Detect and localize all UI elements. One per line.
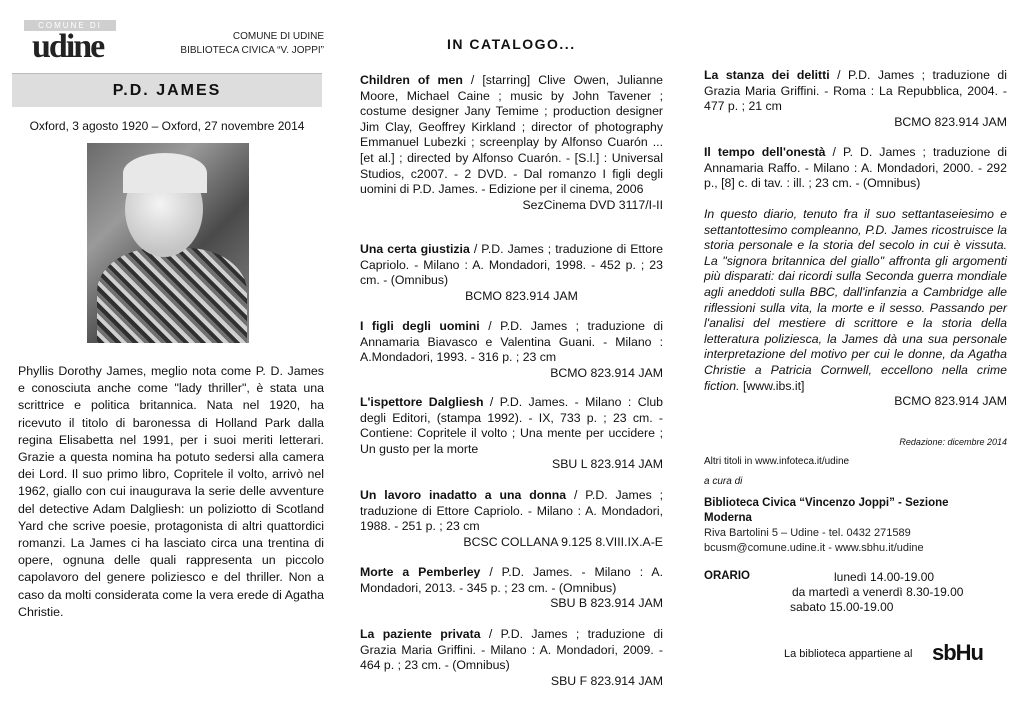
entry-desc: / P.D. James ; traduzione di Grazia Maria Griffini. - Roma : La Repubblica, 2004. - 477 p. ; 21 cm bbox=[704, 68, 1007, 114]
library-name: Biblioteca Civica “Vincenzo Joppi” - Sezione Moderna bbox=[704, 497, 949, 524]
entry-title: Un lavoro inadatto a una donna bbox=[360, 488, 567, 502]
entry-location: SezCinema DVD 3117/I-II bbox=[522, 197, 663, 212]
catalog-entry bbox=[360, 395, 663, 473]
library-address: Riva Bartolini 5 – Udine - tel. 0432 271589 bbox=[704, 527, 911, 539]
entry-desc: / P.D. James ; traduzione di Grazia Maria Griffini. - Milano : A. Mondadori, 2009. - 464 p. ; 23 cm. - (Omnibus) bbox=[360, 627, 663, 673]
entry-title: Children of men bbox=[360, 73, 463, 87]
review-location: BCMO 823.914 JAM bbox=[894, 394, 1007, 409]
entry-title: Una certa giustizia bbox=[360, 242, 470, 256]
library-contacts: bcusm@comune.udine.it - www.sbhu.it/udine bbox=[704, 542, 924, 554]
entry-location: BCSC COLLANA 9.125 8.VIII.IX.A-E bbox=[463, 534, 663, 549]
catalog-entry bbox=[360, 627, 663, 689]
entry-desc: / P.D. James. - Milano : A. Mondadori, 2013. - 345 p. ; 23 cm. - (Omnibus) bbox=[360, 565, 663, 595]
catalog-entry bbox=[704, 145, 1007, 192]
entry-desc: / [starring] Clive Owen, Julianne Moore, Michael Caine ; music by John Tavener ; costume designer Jany Temime ; production designer Jim Clay, Geoffrey Kirkland ; director of photography Emmanuel Lubezki ; screenplay by Alfonso Cuarón ... [et al.] ; directed by Alfonso Cuarón. - [S.l.] : Universal Studios, c2007. - 2 DVD. - Dal romanzo I figli degli uomini di P.D. James. - Edizione per il cinema, 2006 bbox=[360, 73, 663, 197]
entry-title: La paziente privata bbox=[360, 627, 481, 641]
catalog-entry bbox=[360, 565, 663, 612]
entry-desc: / P.D. James ; traduzione di Ettore Capriolo. - Milano : A. Mondadori, 1988. - 251 p. ; 23 cm bbox=[360, 488, 664, 534]
institution-line-2: BIBLIOTECA CIVICA “V. JOPPI” bbox=[180, 45, 324, 56]
entry-location: SBU F 823.914 JAM bbox=[550, 673, 663, 688]
entry-location: BCMO 823.914 JAM bbox=[465, 288, 578, 303]
entry-desc: / P. D. James ; traduzione di Annamaria Raffo. - Milano : A. Mondadori, 2000. - 292 p., [8] c. di tav. : ill. ; 23 cm. - (Omnibus) bbox=[704, 145, 1007, 191]
catalog-entry bbox=[360, 242, 663, 304]
catalog-heading: IN CATALOGO... bbox=[447, 36, 576, 52]
logo-top-text: COMUNE DI bbox=[24, 20, 116, 31]
entry-title: La stanza dei delitti bbox=[704, 68, 830, 82]
entry-title: Il tempo dell'onestà bbox=[704, 145, 826, 159]
entry-desc: / P.D. James. - Milano : Club degli Editori, (stampa 1992). - IX, 733 p. ; 23 cm. - Contiene: Copritele il volto ; Una mente per uccidere ; Un gusto per la morte bbox=[360, 395, 663, 456]
catalog-entry bbox=[360, 319, 663, 381]
author-name-banner: P.D. JAMES bbox=[12, 73, 322, 107]
logo-word: udine bbox=[32, 28, 104, 65]
a-cura-di: a cura di bbox=[704, 476, 743, 487]
network-text: La biblioteca appartiene al bbox=[784, 648, 913, 660]
institution-header bbox=[142, 30, 324, 58]
udine-logo bbox=[24, 20, 116, 64]
entry-title: Morte a Pemberley bbox=[360, 565, 481, 579]
author-photo bbox=[87, 143, 249, 343]
entry-location: BCMO 823.914 JAM bbox=[550, 365, 663, 380]
altri-titoli: Altri titoli in www.infoteca.it/udine bbox=[704, 456, 850, 467]
entry-location: BCMO 823.914 JAM bbox=[894, 114, 1007, 129]
sbhu-logo: sbHu bbox=[932, 640, 983, 665]
entry-desc: / P.D. James ; traduzione di Annamaria Biavasco e Valentina Guani. - Milano : A.Mondadori, 1993. - 316 p. ; 23 cm bbox=[360, 319, 663, 365]
institution-line-1: COMUNE DI UDINE bbox=[232, 31, 324, 42]
entry-title: I figli degli uomini bbox=[360, 319, 480, 333]
redazione-note: Redazione: dicembre 2014 bbox=[899, 437, 1007, 447]
review-body: In questo diario, tenuto fra il suo settantaseiesimo e settantottesimo compleanno, P.D. James ricostruisce la storia personale e la storia del secolo in cui è vissuta. La "signora britannica del giallo" affronta gli argomenti più disparati: dai ricordi sulla Seconda guerra mondiale agli aneddoti sulla BBC, dall'infanzia a Cambridge alle riflessioni sulla vita, la morte e il sesso. Passando per l'analisi del mestiere di scrittore e la storia della letteratura poliziesca, la James dà una sua personale interpretazione del motivo per cui le donne, da Agatha Christie a Patricia Cornwell, eccellono nella crime fiction. bbox=[704, 207, 1007, 393]
entry-desc: / P.D. James ; traduzione di Ettore Capriolo. - Milano : A. Mondadori, 1998. - 452 p. ; 23 cm. - (Omnibus) bbox=[360, 242, 663, 288]
author-dates: Oxford, 3 agosto 1920 – Oxford, 27 novembre 2014 bbox=[29, 119, 305, 133]
author-bio: Phyllis Dorothy James, meglio nota come P. D. James e conosciuta anche come "lady thriller", è stata una scrittrice e politica britannica. Nata nel 1920, ha ricevuto il titolo di baronessa di Holland Park dalla regina Elisabetta nel 1991, per i suoi meriti letterari. Grazie a questa nomina ha potuto sedersi alla camera dei Lord. Il suo primo libro, Copritele il volto, arrivò nel 1962, giallo con cui inaugurava la serie delle avventure del detective Adam Dalgliesh: un poliziotto di Scotland Yard che scrive poesie, protagonista di altri quattordici romanzi. La James ci ha lasciato circa una trentina di opere, ognuna delle quali rappresenta un piccolo capolavoro del genere poliziesco e del thriller. Non a caso da molti considerata come la vera erede di Agatha Christie. bbox=[18, 364, 324, 619]
orario-label: ORARIO bbox=[704, 570, 750, 582]
review-source: [www.ibs.it] bbox=[742, 378, 805, 393]
hours-line-3: sabato 15.00-19.00 bbox=[790, 600, 894, 614]
entry-location: SBU L 823.914 JAM bbox=[552, 457, 663, 472]
entry-title: L'ispettore Dalgliesh bbox=[360, 395, 484, 409]
catalog-entry bbox=[704, 68, 1007, 130]
catalog-entry bbox=[360, 488, 663, 550]
hours-line-1: lunedì 14.00-19.00 bbox=[834, 570, 935, 584]
hours-line-2: da martedì a venerdì 8.30-19.00 bbox=[792, 585, 964, 599]
entry-location: SBU B 823.914 JAM bbox=[550, 596, 663, 611]
review-text bbox=[704, 207, 1007, 410]
catalog-entry bbox=[360, 73, 663, 213]
